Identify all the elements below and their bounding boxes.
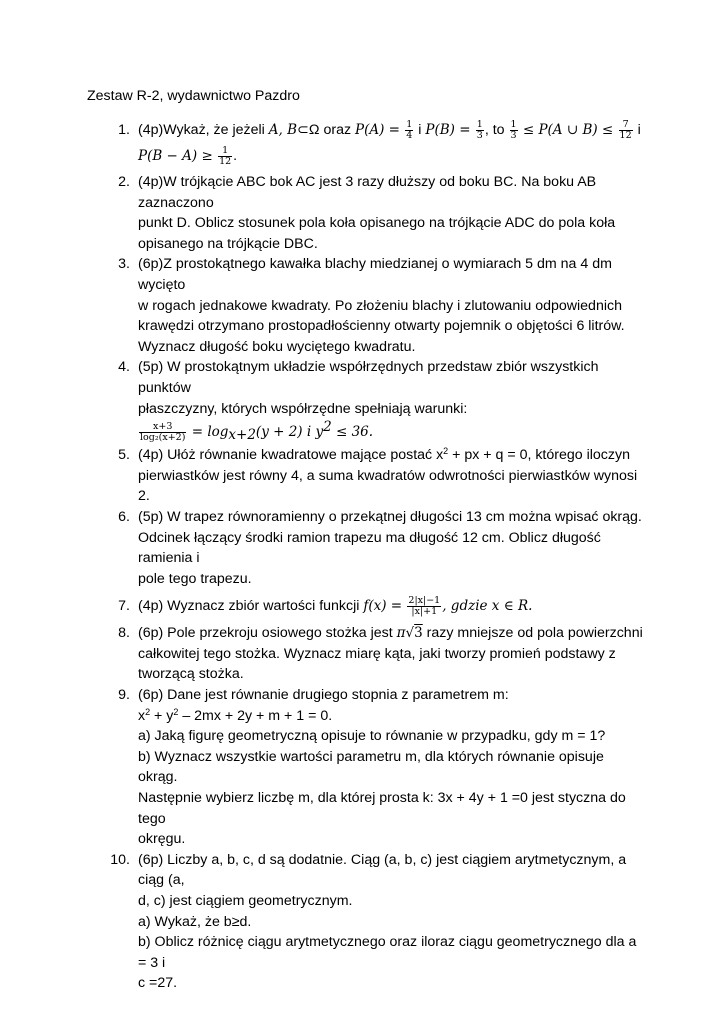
exercise-item-2 — [87, 172, 647, 254]
fraction: $\frac{7}{12}$ — [619, 118, 632, 141]
math-expression: P(B) = — [425, 122, 475, 138]
item-number: 4. — [118, 359, 130, 376]
math-expression: = log — [187, 424, 229, 441]
fraction: $\frac{x+3}{\text{log₂(x+2)}}$ — [140, 420, 186, 443]
item-line: (4p) Ułóż równanie kwadratowe mające postać $x^2$ + px + q = 0, którego iloczyn — [138, 446, 630, 464]
item-line: płaszczyzny, których współrzędne spełniają warunki: — [138, 400, 468, 417]
math-expression: (y + 2) i y — [255, 424, 324, 441]
item-number: 2. — [118, 174, 130, 190]
item-line: punkt D. Oblicz stosunek pola koła opisanego na trójkącie ADC do pola koła — [138, 215, 616, 232]
item-line — [138, 143, 647, 169]
exercise-item-3 — [87, 254, 647, 357]
exercise-list — [87, 117, 647, 994]
item-number: 3. — [118, 256, 130, 273]
item-line: (6p) Liczby a, b, c, d są dodatnie. Ciąg (a, b, c) jest ciągiem arytmetycznym, a ciąg (a, — [138, 851, 627, 889]
item-line: b) Oblicz różnicę ciągu arytmetycznego oraz iloraz ciągu geometrycznego dla a = 3 i — [138, 934, 637, 971]
item-number: 10. — [110, 851, 130, 868]
item-line: (6p) Dane jest równanie drugiego stopnia z parametrem m: — [138, 687, 509, 704]
item-line: pierwiastków jest równy 4, a suma kwadratów odwrotności pierwiastków wynosi 2. — [138, 467, 638, 505]
item-line: (4p)W trójkącie ABC bok AC jest 3 razy dłuższy od boku BC. Na boku AB zaznaczono — [138, 174, 597, 211]
item-line: w rogach jednakowe kwadraty. Po złożeniu blachy i zlutowaniu odpowiednich — [138, 297, 622, 314]
item-number: 5. — [118, 447, 130, 464]
exercise-item-1 — [87, 117, 647, 172]
item-text: , to — [484, 122, 509, 138]
item-line: Odcinek łączący środki ramion trapezu ma długość 12 cm. Oblicz długość ramienia i — [138, 529, 601, 567]
item-line: całkowitej tego stożka. Wyznacz miarę kąta, jaki tworzy promień podstawy z — [138, 645, 616, 662]
exercise-item-9 — [87, 685, 647, 850]
item-line: opisanego na trójkącie DBC. — [138, 235, 318, 252]
item-line: d, c) jest ciągiem geometrycznym. — [138, 893, 353, 909]
item-text: i — [633, 122, 641, 138]
item-number: 7. — [118, 598, 130, 615]
exercise-item-10 — [87, 850, 647, 994]
item-line: $x^2 + y^2 - 2mx + 2y + m + 1 = 0$. — [138, 706, 333, 724]
fraction: $\frac{1}{12}$ — [219, 144, 232, 167]
item-text: . — [233, 148, 238, 164]
item-line: pole tego trapezu. — [138, 570, 252, 587]
item-line: c =27. — [138, 975, 178, 992]
item-line: b) Wyznacz wszystkie wartości parametru m, dla których równanie opisuje okrąg. — [138, 748, 604, 786]
item-text: i — [414, 122, 426, 138]
item-text: ⊂Ω oraz — [297, 122, 355, 138]
exercise-item-4 — [87, 357, 647, 445]
item-line: (6p)Z prostokątnego kawałka blachy miedzianej o wymiarach 5 dm na 4 dm wycięto — [138, 256, 612, 293]
item-line: tworzącą stożka. — [138, 666, 244, 683]
math-expression: P(B − A) ≥ — [138, 148, 218, 164]
item-line — [138, 117, 647, 143]
item-line: Następnie wybierz liczbę m, dla której prosta k: 3x + 4y + 1 =0 jest styczna do tego — [138, 790, 626, 827]
math-expression: f(x) = — [363, 598, 407, 615]
math-expression: ≤ 36. — [331, 424, 374, 441]
item-number: 9. — [118, 687, 130, 704]
item-number: 8. — [118, 625, 130, 642]
item-line: a) Jaką figurę geometryczną opisuje to równanie w przypadku, gdy m = 1? — [138, 728, 606, 745]
sqrt-symbol: √ — [405, 625, 415, 642]
item-line: krawędzi otrzymano prostopadłościenny otwarty pojemnik o objętości 6 litrów. — [138, 318, 625, 335]
exercise-item-8 — [87, 623, 647, 685]
fraction: $\frac{1}{3}$ — [476, 118, 483, 141]
math-expression: ≤ P(A ∪ B) ≤ — [518, 122, 618, 138]
math-expression: P(A) = — [355, 122, 405, 138]
math-subscript: x+2 — [228, 427, 256, 444]
math-expression: , gdzie x ∈ R. — [442, 598, 533, 615]
document-title: Zestaw R-2, wydawnictwo Pazdro — [87, 88, 300, 104]
fraction: $\frac{2|x|-1}{|x|+1}$ — [408, 595, 441, 618]
exercise-item-5 — [87, 445, 647, 507]
math-expression: 3 — [414, 625, 423, 642]
item-line: Wyznacz długość boku wyciętego kwadratu. — [138, 338, 416, 355]
math-superscript: 2 — [323, 419, 332, 436]
item-line — [138, 419, 647, 445]
item-line: a) Wykaż, że b≥d. — [138, 913, 252, 930]
item-line: (5p) W trapez równoramienny o przekątnej długości 13 cm można wpisać okrąg. — [138, 508, 642, 525]
item-number: 6. — [118, 508, 130, 525]
math-expression: A, B — [268, 122, 298, 138]
item-number: 1. — [118, 122, 130, 138]
exercise-item-7 — [87, 593, 647, 619]
item-line: (6p) Pole przekroju osiowego stożka jest π√3 razy mniejsze od pola powierzchni — [138, 625, 643, 642]
item-text: (4p)Wykaż, że jeżeli — [138, 122, 269, 138]
math-expression: π — [396, 625, 406, 642]
item-line: okręgu. — [138, 831, 186, 848]
fraction: $\frac{1}{4}$ — [406, 118, 413, 141]
exercise-item-6 — [87, 507, 647, 589]
fraction: $\frac{1}{3}$ — [510, 118, 517, 141]
item-line: (4p) Wyznacz zbiór wartości funkcji f(x) = $\frac{2|x|-1}{|x|+1}$ , gdzie x ∈ R. — [138, 595, 533, 618]
item-line: (5p) W prostokątnym układzie współrzędnych przedstaw zbiór wszystkich punktów — [138, 359, 599, 396]
